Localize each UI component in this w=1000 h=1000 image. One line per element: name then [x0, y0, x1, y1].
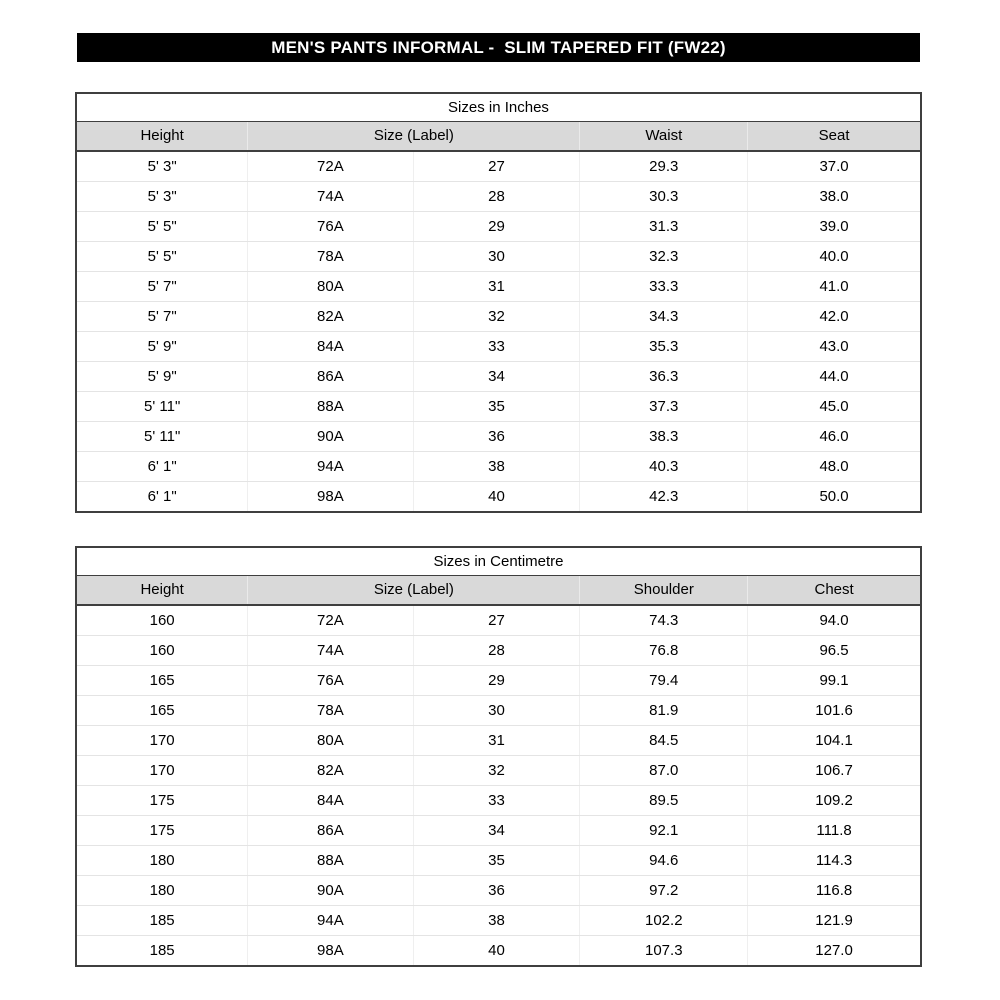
- table-cell: 74A: [247, 636, 412, 665]
- table-cell: 72A: [247, 152, 412, 181]
- table-cell: 33: [413, 786, 580, 815]
- table-cell: 27: [413, 606, 580, 635]
- table-cell: 180: [149, 852, 175, 869]
- table-cell: 74.3: [579, 606, 747, 635]
- table-cell: 34: [413, 362, 580, 391]
- table-cell: 106.7: [747, 756, 920, 785]
- table-cell: 30: [413, 696, 580, 725]
- table-cell: 31: [413, 272, 580, 301]
- column-header-size-label: Size (Label): [247, 122, 579, 150]
- table-cell: 185: [149, 912, 175, 929]
- table-row: [77, 935, 920, 965]
- table-row: [77, 361, 920, 391]
- table-cell: 5' 7": [147, 308, 177, 325]
- table-cell: 89.5: [579, 786, 747, 815]
- table-cell: 101.6: [747, 696, 920, 725]
- table-cell: 38: [413, 906, 580, 935]
- table-cell: 90A: [247, 876, 412, 905]
- table-header-row: [77, 122, 920, 152]
- table-cell: 5' 7": [147, 278, 177, 295]
- table-cell: 127.0: [747, 936, 920, 965]
- table-cell: 80A: [247, 272, 412, 301]
- table-row: [77, 905, 920, 935]
- table-cell: 99.1: [747, 666, 920, 695]
- table-row: [77, 725, 920, 755]
- table-cell: 82A: [247, 302, 412, 331]
- table-cell: 36: [413, 876, 580, 905]
- table-cell: 84.5: [579, 726, 747, 755]
- table-cell: 111.8: [747, 816, 920, 845]
- table-cell: 32.3: [579, 242, 747, 271]
- table-cell: 28: [413, 636, 580, 665]
- table-cell: 5' 9": [147, 338, 177, 355]
- table-cell: 170: [149, 732, 175, 749]
- table-row: [77, 451, 920, 481]
- table-row: [77, 785, 920, 815]
- table-cell: 6' 1": [147, 458, 177, 475]
- table-caption: Sizes in Inches: [77, 94, 920, 122]
- table-caption: Sizes in Centimetre: [77, 548, 920, 576]
- table-cell: 114.3: [747, 846, 920, 875]
- table-cell: 34: [413, 816, 580, 845]
- table-cell: 35.3: [579, 332, 747, 361]
- column-header-shoulder: Shoulder: [579, 576, 747, 604]
- table-row: [77, 152, 920, 181]
- table-cell: 40.0: [747, 242, 920, 271]
- table-cell: 74A: [247, 182, 412, 211]
- table-cell: 40.3: [579, 452, 747, 481]
- table-cell: 30: [413, 242, 580, 271]
- table-cell: 42.0: [747, 302, 920, 331]
- table-cell: 5' 9": [147, 368, 177, 385]
- table-cell: 81.9: [579, 696, 747, 725]
- table-cell: 30.3: [579, 182, 747, 211]
- table-cell: 40: [413, 936, 580, 965]
- table-cell: 98A: [247, 936, 412, 965]
- table-cell: 35: [413, 392, 580, 421]
- table-cell: 86A: [247, 816, 412, 845]
- table-cell: 165: [149, 672, 175, 689]
- table-cell: 90A: [247, 422, 412, 451]
- table-cell: 88A: [247, 392, 412, 421]
- table-row: [77, 421, 920, 451]
- table-row: [77, 695, 920, 725]
- table-cell: 84A: [247, 786, 412, 815]
- table-cell: 36.3: [579, 362, 747, 391]
- table-cell: 42.3: [579, 482, 747, 511]
- table-cell: 33.3: [579, 272, 747, 301]
- table-cell: 39.0: [747, 212, 920, 241]
- table-cell: 160: [149, 642, 175, 659]
- table-cell: 185: [149, 942, 175, 959]
- table-cell: 175: [149, 822, 175, 839]
- table-cell: 78A: [247, 696, 412, 725]
- table-cell: 79.4: [579, 666, 747, 695]
- table-cell: 92.1: [579, 816, 747, 845]
- table-cell: 32: [413, 302, 580, 331]
- column-header-size-label: Size (Label): [247, 576, 579, 604]
- table-row: [77, 665, 920, 695]
- table-row: [77, 635, 920, 665]
- table-cell: 36: [413, 422, 580, 451]
- table-cell: 109.2: [747, 786, 920, 815]
- table-cell: 94A: [247, 452, 412, 481]
- table-cell: 33: [413, 332, 580, 361]
- table-cell: 87.0: [579, 756, 747, 785]
- table-cell: 37.3: [579, 392, 747, 421]
- table-row: [77, 875, 920, 905]
- table-cell: 165: [149, 702, 175, 719]
- table-cell: 72A: [247, 606, 412, 635]
- table-cell: 27: [413, 152, 580, 181]
- page-title: MEN'S PANTS INFORMAL - SLIM TAPERED FIT (FW22): [77, 33, 920, 62]
- table-cell: 38.0: [747, 182, 920, 211]
- table-row: [77, 606, 920, 635]
- column-header-chest: Chest: [747, 576, 920, 604]
- table-cell: 170: [149, 762, 175, 779]
- table-cell: 82A: [247, 756, 412, 785]
- table-cell: 5' 5": [147, 218, 177, 235]
- table-cell: 76A: [247, 666, 412, 695]
- table-cell: 29.3: [579, 152, 747, 181]
- table-body: [77, 606, 920, 965]
- table-cell: 40: [413, 482, 580, 511]
- table-cell: 97.2: [579, 876, 747, 905]
- table-cell: 46.0: [747, 422, 920, 451]
- table-row: [77, 181, 920, 211]
- table-cell: 28: [413, 182, 580, 211]
- table-cell: 175: [149, 792, 175, 809]
- table-cell: 5' 11": [144, 428, 181, 445]
- table-row: [77, 845, 920, 875]
- table-cell: 98A: [247, 482, 412, 511]
- table-cell: 48.0: [747, 452, 920, 481]
- table-cell: 84A: [247, 332, 412, 361]
- table-cell: 80A: [247, 726, 412, 755]
- table-row: [77, 271, 920, 301]
- table-cell: 50.0: [747, 482, 920, 511]
- table-row: [77, 211, 920, 241]
- table-cell: 29: [413, 212, 580, 241]
- table-cell: 5' 3": [147, 188, 177, 205]
- sizes-in-centimetre-table: [75, 546, 922, 967]
- table-row: [77, 241, 920, 271]
- table-row: [77, 391, 920, 421]
- table-row: [77, 331, 920, 361]
- table-cell: 6' 1": [147, 488, 177, 505]
- column-header-seat: Seat: [747, 122, 920, 150]
- table-cell: 31.3: [579, 212, 747, 241]
- table-cell: 5' 3": [147, 158, 177, 175]
- table-cell: 76.8: [579, 636, 747, 665]
- table-cell: 160: [149, 612, 175, 629]
- table-cell: 5' 11": [144, 398, 181, 415]
- table-cell: 45.0: [747, 392, 920, 421]
- table-cell: 88A: [247, 846, 412, 875]
- table-row: [77, 481, 920, 511]
- table-cell: 107.3: [579, 936, 747, 965]
- table-cell: 76A: [247, 212, 412, 241]
- table-cell: 43.0: [747, 332, 920, 361]
- table-row: [77, 301, 920, 331]
- table-cell: 5' 5": [147, 248, 177, 265]
- table-cell: 96.5: [747, 636, 920, 665]
- table-cell: 35: [413, 846, 580, 875]
- table-cell: 94.0: [747, 606, 920, 635]
- table-cell: 29: [413, 666, 580, 695]
- table-cell: 38.3: [579, 422, 747, 451]
- sizes-in-inches-table: [75, 92, 922, 513]
- table-header-row: [77, 576, 920, 606]
- column-header-height: Height: [140, 581, 184, 598]
- column-header-waist: Waist: [579, 122, 747, 150]
- table-cell: 41.0: [747, 272, 920, 301]
- table-row: [77, 815, 920, 845]
- table-body: [77, 152, 920, 511]
- table-cell: 44.0: [747, 362, 920, 391]
- table-cell: 34.3: [579, 302, 747, 331]
- table-cell: 116.8: [747, 876, 920, 905]
- table-cell: 102.2: [579, 906, 747, 935]
- table-cell: 32: [413, 756, 580, 785]
- column-header-height: Height: [140, 127, 184, 144]
- table-cell: 37.0: [747, 152, 920, 181]
- table-cell: 86A: [247, 362, 412, 391]
- table-cell: 38: [413, 452, 580, 481]
- table-cell: 121.9: [747, 906, 920, 935]
- table-cell: 78A: [247, 242, 412, 271]
- table-cell: 104.1: [747, 726, 920, 755]
- table-cell: 31: [413, 726, 580, 755]
- table-cell: 180: [149, 882, 175, 899]
- table-cell: 94.6: [579, 846, 747, 875]
- table-cell: 94A: [247, 906, 412, 935]
- table-row: [77, 755, 920, 785]
